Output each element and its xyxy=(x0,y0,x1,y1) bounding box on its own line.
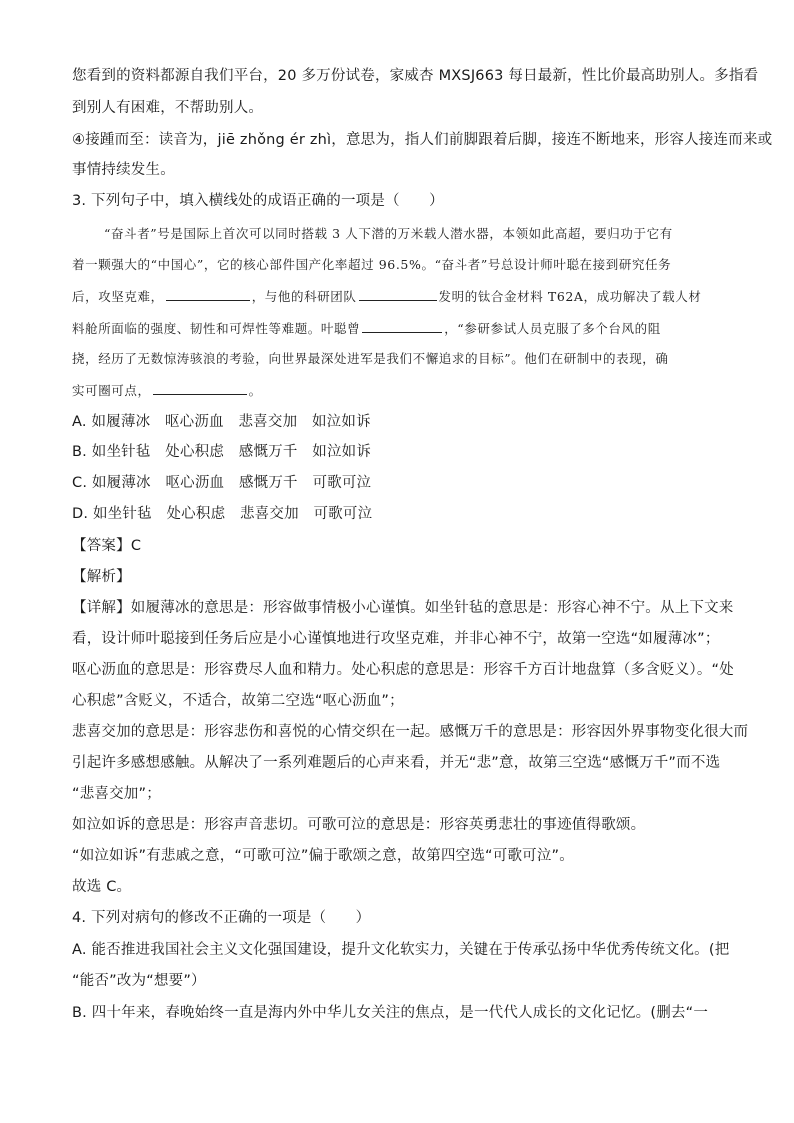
answer-line xyxy=(72,536,732,556)
passage-text: 实可圈可点， xyxy=(72,383,151,398)
passage-line: 挠，经历了无数惊涛骇浪的考验，向世界最深处进军是我们不懈追求的目标”。他们在研制中的表现，确 xyxy=(72,351,669,366)
q4-option-a: A. 能否推进我国社会主义文化强国建设，提升文化软实力，关键在于传承弘扬中华优秀传统文化。(把 xyxy=(72,942,730,958)
fill-blank-4 xyxy=(153,380,247,395)
analysis-line: “悲喜交加”； xyxy=(72,786,161,802)
analysis-line: 看，设计师叶聪接到任务后应是小心谨慎地进行攻坚克难，并非心神不宁，故第一空选“如履薄冰”； xyxy=(72,631,720,647)
analysis-line: 呕心沥血的意思是：形容费尽人血和精力。处心积虑的意思是：形容千方百计地盘算（多含贬义）。“处 xyxy=(72,662,734,678)
passage-text: ，与他的科研团队 xyxy=(251,289,357,304)
passage-line: 着一颗强大的“中国心”，它的核心部件国产化率超过 96.5%。“奋斗者”号总设计师叶聪在接到研究任务 xyxy=(72,257,672,272)
passage-line xyxy=(72,286,732,307)
analysis-line: 悲喜交加的意思是：形容悲伤和喜悦的心情交织在一起。感慨万千的意思是：形容因外界事物变化很大而 xyxy=(72,724,749,740)
answer-value: C xyxy=(130,538,142,554)
passage-text: 料舱所面临的强度、韧性和可焊性等难题。叶聪曾 xyxy=(72,321,361,336)
answer-label: 【答案】 xyxy=(72,538,131,554)
passage-text: ，“参研参试人员克服了多个台风的阻 xyxy=(444,321,661,336)
analysis-label: 【解析】 xyxy=(72,569,131,585)
fill-blank-1 xyxy=(166,286,250,301)
option-c: C. 如履薄冰 呕心沥血 感慨万千 可歌可泣 xyxy=(72,475,372,491)
passage-line: “奋斗者”号是国际上首次可以同时搭载 3 人下潜的万米载人潜水器，本领如此高超，要归功于它有 xyxy=(104,226,673,241)
passage-text: 。 xyxy=(248,383,262,398)
q4-option-a-cont: “能否”改为“想要”） xyxy=(72,973,206,989)
option-d: D. 如坐针毡 处心积虑 悲喜交加 可歌可泣 xyxy=(72,506,373,522)
text-line: ④接踵而至：读音为，jiē zhǒng ér zhì，意思为，指人们前脚跟着后脚，接连不断地来，形容人接连而来或 xyxy=(72,132,773,148)
question-4-stem: 4. 下列对病句的修改不正确的一项是（ ） xyxy=(72,910,371,926)
text-line: 到别人有困难，不帮助别人。 xyxy=(72,100,264,116)
option-a: A. 如履薄冰 呕心沥血 悲喜交加 如泣如诉 xyxy=(72,414,371,430)
fill-blank-2 xyxy=(359,286,437,301)
option-b: B. 如坐针毡 处心积虑 感慨万千 如泣如诉 xyxy=(72,444,372,460)
analysis-line: 心积虑”含贬义，不适合，故第二空选“呕心沥血”； xyxy=(72,693,404,709)
analysis-line: 故选 C。 xyxy=(72,879,132,895)
passage-text: 后，攻坚克难， xyxy=(72,289,164,304)
fill-blank-3 xyxy=(362,318,442,333)
text-line: 事情持续发生。 xyxy=(72,162,175,178)
analysis-line: 【详解】如履薄冰的意思是：形容做事情极小心谨慎。如坐针毡的意思是：形容心神不宁。从上下文来 xyxy=(72,600,734,616)
passage-line xyxy=(72,380,732,401)
analysis-line: 如泣如诉的意思是：形容声音悲切。可歌可泣的意思是：形容英勇悲壮的事迹值得歌颂。 xyxy=(72,817,646,833)
question-3-stem: 3. 下列句子中，填入横线处的成语正确的一项是（ ） xyxy=(72,193,444,209)
analysis-line: “如泣如诉”有悲戚之意，“可歌可泣”偏于歌颂之意，故第四空选“可歌可泣”。 xyxy=(72,848,574,864)
text-line: 您看到的资料都源自我们平台，20 多万份试卷，家威杏 MXSJ663 每日最新，性比价最高助别人。多指看 xyxy=(72,68,759,84)
analysis-line: 引起许多感想感触。从解决了一系列难题后的心声来看，并无“悲”意，故第三空选“感慨万千”而不选 xyxy=(72,755,721,771)
passage-line xyxy=(72,318,732,339)
passage-text: 发明的钛合金材料 T62A，成功解决了载人材 xyxy=(438,289,702,304)
q4-option-b: B. 四十年来，春晚始终一直是海内外中华儿女关注的焦点，是一代代人成长的文化记忆。(删去“一 xyxy=(72,1005,709,1021)
